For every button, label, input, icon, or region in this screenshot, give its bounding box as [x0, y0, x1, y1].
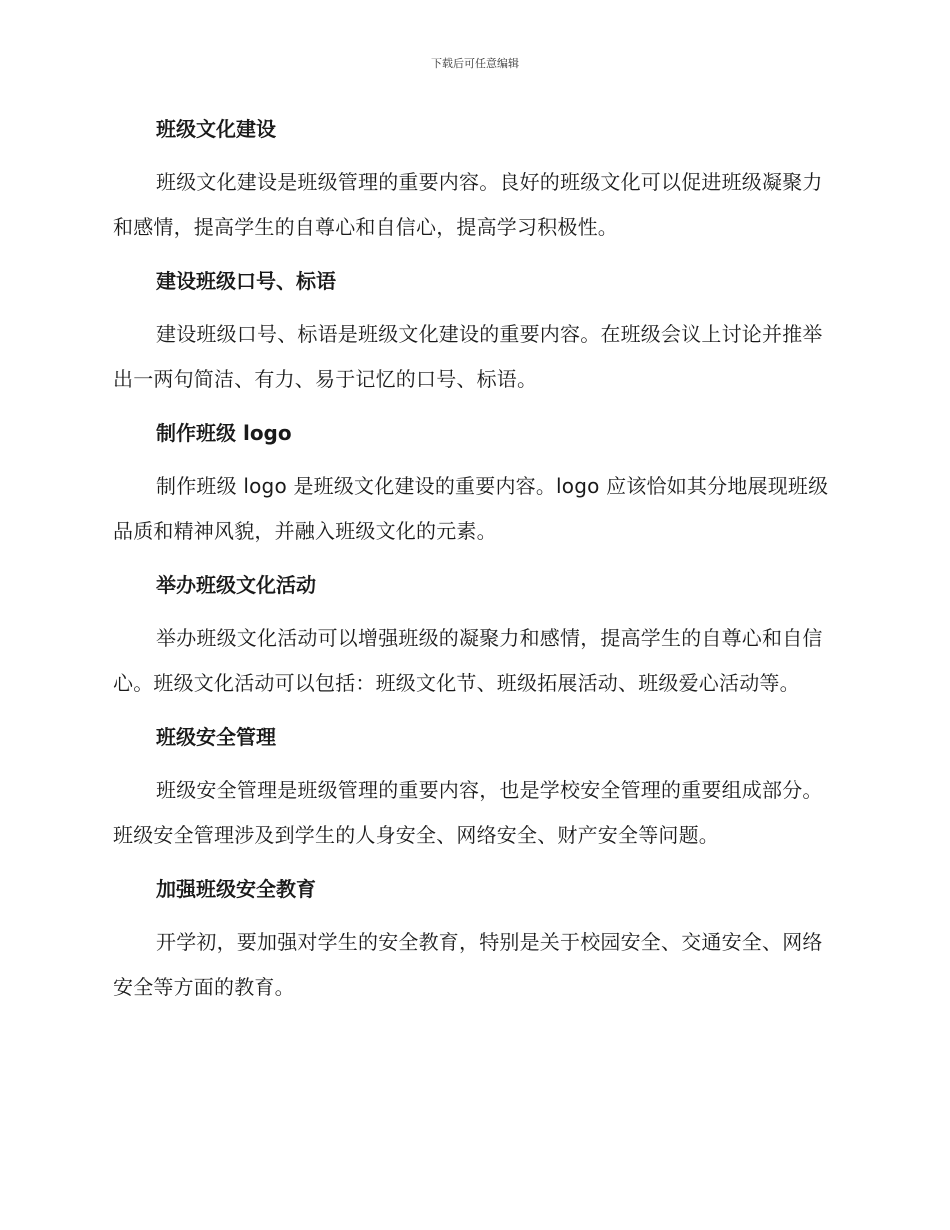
- section-heading-slogan: 建设班级口号、标语: [156, 269, 336, 293]
- section-heading-safety-management: 班级安全管理: [156, 725, 276, 749]
- section-heading-logo: 制作班级 logo: [156, 421, 292, 445]
- section-heading-class-culture: 班级文化建设: [156, 117, 276, 141]
- section-paragraph-safety-management: 班级安全管理是班级管理的重要内容，也是学校安全管理的重要组成部分。班级安全管理涉及到学生的人身安全、网络安全、财产安全等问题。: [113, 778, 823, 847]
- section-heading-safety-education: 加强班级安全教育: [156, 877, 316, 901]
- section-paragraph-class-culture: 班级文化建设是班级管理的重要内容。良好的班级文化可以促进班级凝聚力和感情，提高学生的自尊心和自信心，提高学习积极性。: [113, 170, 823, 239]
- section-paragraph-safety-education: 开学初，要加强对学生的安全教育，特别是关于校园安全、交通安全、网络安全等方面的教育。: [113, 930, 823, 999]
- section-heading-culture-activities: 举办班级文化活动: [156, 573, 316, 597]
- section-paragraph-slogan: 建设班级口号、标语是班级文化建设的重要内容。在班级会议上讨论并推举出一两句简洁、有力、易于记忆的口号、标语。: [113, 322, 823, 391]
- section-paragraph-logo: 制作班级 logo 是班级文化建设的重要内容。logo 应该恰如其分地展现班级品质和精神风貌，并融入班级文化的元素。: [113, 474, 829, 543]
- page-header: 下载后可任意编辑: [431, 57, 519, 70]
- document-body: [113, 110, 833, 1022]
- section-paragraph-culture-activities: 举办班级文化活动可以增强班级的凝聚力和感情，提高学生的自尊心和自信心。班级文化活动可以包括：班级文化节、班级拓展活动、班级爱心活动等。: [113, 626, 823, 695]
